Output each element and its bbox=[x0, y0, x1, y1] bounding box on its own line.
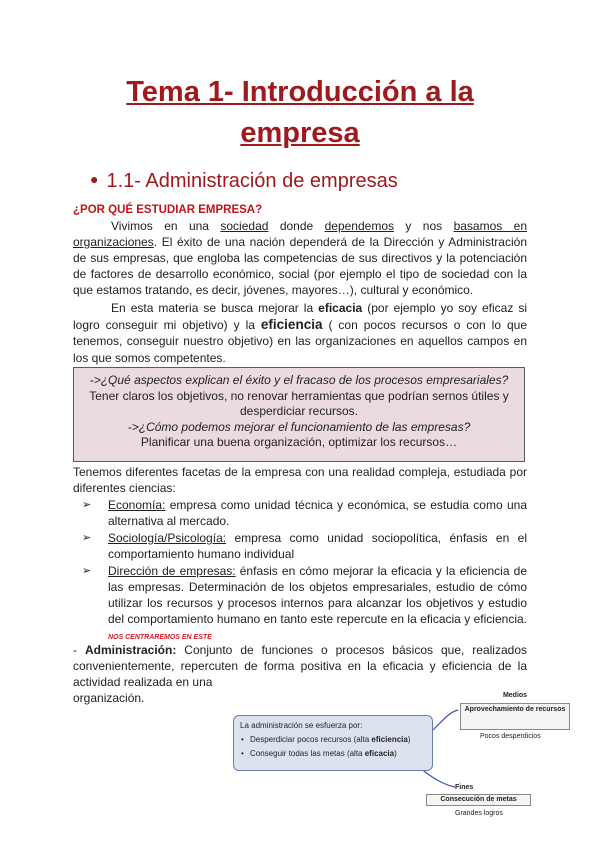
admin-definition-end: organización. bbox=[73, 691, 145, 705]
arrow-bullet-icon: ➢ bbox=[82, 499, 92, 511]
bold-term-eficiencia: eficiencia bbox=[260, 316, 323, 332]
list-term: Economía: bbox=[108, 498, 166, 512]
page-title-line2: empresa bbox=[240, 117, 360, 149]
diagram-bullet-2 bbox=[240, 747, 426, 761]
fines-note: Grandes logros bbox=[455, 810, 503, 817]
list-term: Dirección de empresas: bbox=[108, 564, 236, 578]
bold-text: eficacia bbox=[364, 749, 395, 758]
text: ) bbox=[407, 735, 411, 744]
text: . El éxito de una nación dependerá de la Dirección y Administración de sus empresas, que engloba las competencias de sus directivos y la potenciación de factores de desarrollo económico, social (por ejemplo el tipo de sociedad con la que estamos tratando, es decir, jóvenes, mayores…), cultural y económico. bbox=[73, 235, 527, 297]
text: Conjunto de funciones o procesos básicos que, realizados convenientemente, repercuten de forma positiva en la eficacia y eficiencia de la actividad realizada en una bbox=[73, 643, 527, 689]
diagram-header: La administración se esfuerza por: bbox=[240, 721, 363, 730]
text: ) bbox=[394, 749, 397, 758]
arrow-to-medios bbox=[433, 710, 458, 730]
text: ( con pocos recursos o con lo que tenemos, conseguir nuestro objetivo) en las organizaciones en aquellos campos en los que somos competentes. bbox=[73, 317, 528, 365]
bold-term-eficacia: eficacia bbox=[318, 301, 363, 315]
text: (por ejemplo yo soy eficaz si logro conseguir mi objetivo) y la bbox=[73, 301, 528, 332]
text: Vivimos en una bbox=[111, 219, 221, 233]
medios-note: Pocos desperdicios bbox=[480, 733, 541, 740]
bold-text: eficiencia bbox=[371, 735, 408, 744]
fines-box: Consecución de metas bbox=[426, 794, 531, 806]
text: Desperdiciar pocos recursos (alta bbox=[250, 735, 372, 744]
underlined-text: basamos en organizaciones bbox=[73, 219, 528, 249]
page-title-line1: Tema 1- Introducción a la bbox=[126, 76, 474, 108]
box-question-1: ->¿Qué aspectos explican el éxito y el fracaso de los procesos empresariales? bbox=[89, 373, 509, 387]
underlined-text: dependemos bbox=[324, 219, 394, 233]
medios-label: Medios bbox=[502, 692, 528, 699]
question-heading: ¿POR QUÉ ESTUDIAR EMPRESA? bbox=[73, 204, 263, 216]
text: Conseguir todas las metas (alta bbox=[250, 749, 365, 758]
list-text: empresa como unidad técnica y económica, se estudia como una alternativa al mercado. bbox=[108, 498, 527, 528]
bold-term-administracion: Administración: bbox=[84, 643, 177, 657]
arrow-bullet-icon: ➢ bbox=[82, 565, 92, 577]
box-answer-2: Planificar una buena organización, optimizar los recursos… bbox=[140, 435, 458, 449]
text: donde bbox=[268, 219, 325, 233]
diagram-main-box bbox=[233, 715, 433, 771]
list-text: énfasis en cómo mejorar la eficacia y la eficiencia de las empresas. Determinación de los objetos empresariales, estudio de cómo utilizar los recursos y procesos internos para alcanzar los objetivos y estudio del comportamiento humano en tanto este repercute en la eficacia y eficiencia. bbox=[108, 564, 527, 626]
text: - bbox=[73, 643, 85, 657]
list-text: empresa como unidad sociopolítica, énfasis en el comportamiento humano individual bbox=[108, 531, 527, 561]
section-title: 1.1- Administración de empresas bbox=[106, 170, 398, 192]
box-question-2: ->¿Cómo podemos mejorar el funcionamiento de las empresas? bbox=[127, 419, 471, 434]
text: y nos bbox=[394, 219, 454, 233]
text: En esta materia se busca mejorar la bbox=[111, 301, 319, 315]
paragraph-3: Tenemos diferentes facetas de la empresa con una realidad compleja, estudiada por diferentes ciencias: bbox=[73, 465, 527, 495]
fines-label: Fines bbox=[455, 784, 474, 791]
arrow-bullet-icon: ➢ bbox=[82, 532, 92, 544]
diagram-bullet-1 bbox=[240, 733, 426, 747]
list-term: Sociología/Psicología: bbox=[108, 531, 227, 545]
box-answer-1: Tener claros los objetivos, no renovar herramientas que podrían sernos útiles y desperdiciar recursos. bbox=[89, 388, 509, 418]
bullet-icon: ● bbox=[90, 171, 99, 187]
note-text: NOS CENTRAREMOS EN ESTE bbox=[108, 634, 212, 641]
medios-box: Aprovechamiento de recursos bbox=[460, 703, 570, 730]
underlined-text: sociedad bbox=[220, 219, 269, 233]
